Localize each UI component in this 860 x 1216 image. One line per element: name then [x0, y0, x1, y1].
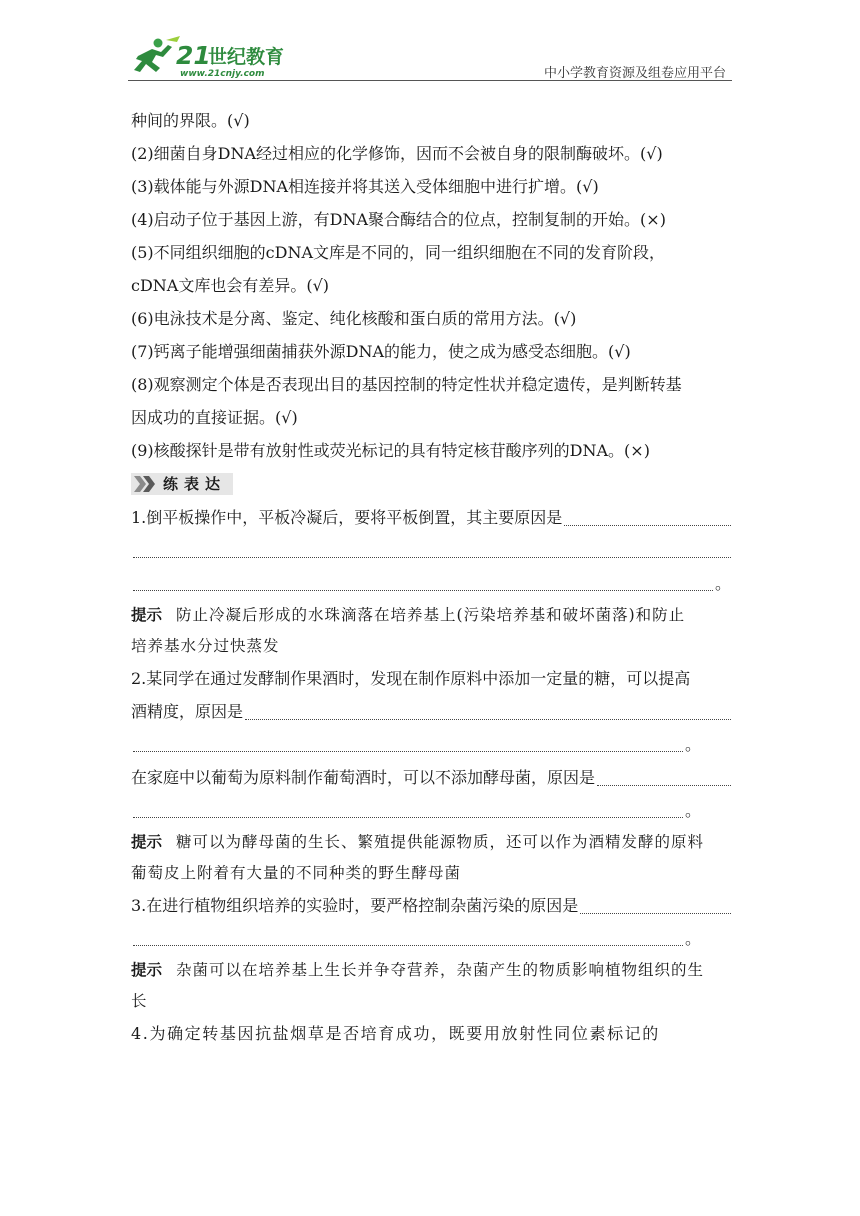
answer-blank[interactable]	[580, 913, 731, 914]
svg-text:世纪教育: 世纪教育	[208, 46, 285, 68]
answer-blank-line[interactable]	[131, 728, 701, 761]
judgment-2: (2)细菌自身DNA经过相应的化学修饰，因而不会被自身的限制酶破坏。(√)	[131, 144, 663, 163]
question-1-text: 1.倒平板操作中，平板冷凝后，要将平板倒置，其主要原因是	[131, 508, 563, 527]
question-1	[131, 501, 731, 534]
21cnjy-logo	[128, 34, 298, 80]
section-header	[131, 469, 731, 499]
answer-blank-line[interactable]	[131, 922, 701, 955]
period: 。	[684, 735, 701, 754]
question-4: 4.为确定转基因抗盐烟草是否培育成功，既要用放射性同位素标记的	[131, 1024, 660, 1043]
page-header	[0, 0, 860, 82]
page-content	[131, 104, 731, 1050]
double-chevron-icon	[133, 474, 157, 494]
period: 。	[684, 929, 701, 948]
hint-text: 防止冷凝后形成的水珠滴落在培养基上(污染培养基和破坏菌落)和防止	[176, 606, 686, 624]
svg-text:www.21cnjy.com: www.21cnjy.com	[180, 69, 265, 79]
question-3-text: 3.在进行植物组织培养的实验时，要严格控制杂菌污染的原因是	[131, 896, 579, 915]
header-rule	[128, 80, 732, 81]
question-2: 2.某同学在通过发酵制作果酒时，发现在制作原料中添加一定量的糖，可以提高	[131, 669, 691, 688]
hint-3	[131, 955, 731, 986]
judgment-3: (3)载体能与外源DNA相连接并将其送入受体细胞中进行扩增。(√)	[131, 177, 599, 196]
judgment-7: (7)钙离子能增强细菌捕获外源DNA的能力，使之成为感受态细胞。(√)	[131, 342, 631, 361]
question-3	[131, 889, 731, 922]
hint-text: 杂菌可以在培养基上生长并争夺营养，杂菌产生的物质影响植物组织的生	[176, 961, 705, 979]
answer-blank[interactable]	[597, 785, 731, 786]
judgment-6: (6)电泳技术是分离、鉴定、纯化核酸和蛋白质的常用方法。(√)	[131, 309, 577, 328]
section-title: 练表达	[163, 475, 227, 493]
hint-text: 糖可以为酵母菌的生长、繁殖提供能源物质，还可以作为酒精发酵的原料	[176, 833, 705, 851]
judgment-8-cont: 因成功的直接证据。(√)	[131, 408, 298, 427]
hint-1-cont: 培养基水分过快蒸发	[131, 637, 280, 655]
question-2-part-b	[131, 761, 731, 794]
hint-keyword: 提示	[131, 961, 163, 979]
hint-keyword: 提示	[131, 606, 163, 624]
answer-blank-line[interactable]	[131, 794, 701, 827]
hint-3-cont: 长	[131, 992, 148, 1010]
hint-2	[131, 827, 731, 858]
question-2-cont	[131, 695, 731, 728]
answer-blank-line[interactable]	[131, 567, 731, 600]
runner-icon	[134, 36, 180, 72]
period: 。	[714, 574, 731, 593]
answer-blank[interactable]	[564, 525, 731, 526]
svg-text:21: 21	[176, 41, 211, 70]
hint-1	[131, 600, 731, 631]
judgment-5-cont: cDNA文库也会有差异。(√)	[131, 276, 330, 295]
judgment-9: (9)核酸探针是带有放射性或荧光标记的具有特定核苷酸序列的DNA。(×)	[131, 441, 650, 460]
judgment-5: (5)不同组织细胞的cDNA文库是不同的，同一组织细胞在不同的发育阶段，	[131, 243, 666, 262]
hint-2-cont: 葡萄皮上附着有大量的不同种类的野生酵母菌	[131, 864, 462, 882]
judgment-4: (4)启动子位于基因上游，有DNA聚合酶结合的位点，控制复制的开始。(×)	[131, 210, 666, 229]
judgment-8: (8)观察测定个体是否表现出目的基因控制的特定性状并稳定遗传，是判断转基	[131, 375, 682, 394]
hint-keyword: 提示	[131, 833, 163, 851]
answer-blank-line[interactable]	[131, 534, 731, 567]
question-2-text: 在家庭中以葡萄为原料制作葡萄酒时，可以不添加酵母菌，原因是	[131, 768, 596, 787]
answer-blank[interactable]	[245, 719, 731, 720]
judgment-1-cont: 种间的界限。(√)	[131, 111, 250, 130]
platform-name: 中小学教育资源及组卷应用平台	[543, 66, 726, 81]
period: 。	[684, 801, 701, 820]
question-2-text: 酒精度，原因是	[131, 702, 244, 721]
